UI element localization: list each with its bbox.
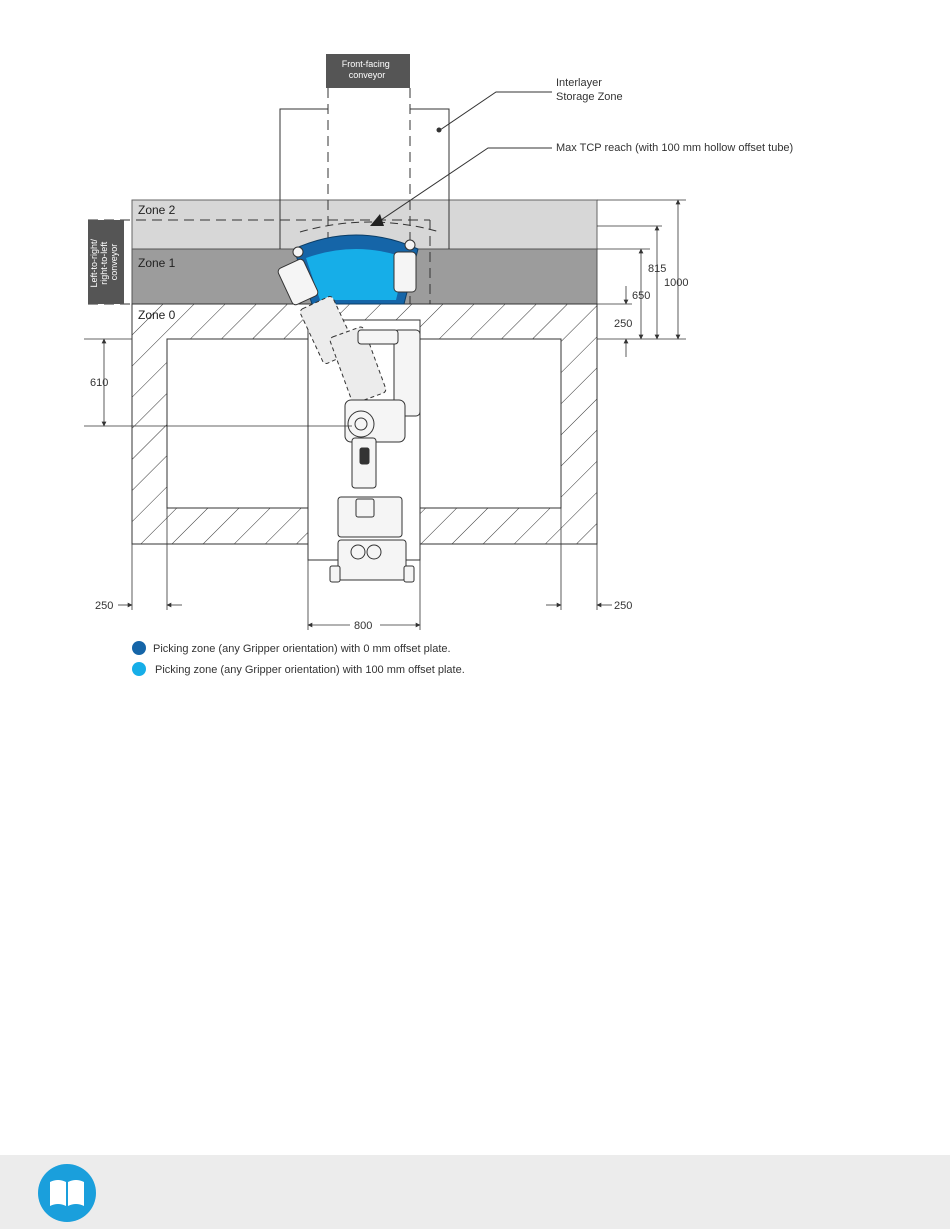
- page-footer: [0, 1155, 950, 1229]
- legend-label-0mm: Picking zone (any Gripper orientation) with 0 mm offset plate.: [153, 643, 451, 655]
- side-conveyor-label-3: conveyor: [109, 243, 119, 281]
- interlayer-callout-line: [440, 92, 552, 130]
- zone-0-label: Zone 0: [138, 308, 176, 322]
- dim-800: 800: [354, 620, 373, 632]
- side-conveyor-label-2: right-to-left: [99, 241, 109, 285]
- book-logo-icon: [38, 1164, 96, 1222]
- svg-text:Left-to-right/ right-to-le: [89, 236, 119, 287]
- interlayer-callout-label-2: Storage Zone: [556, 91, 623, 103]
- dim-1000: 1000: [664, 277, 689, 289]
- front-conveyor-label-2: conveyor: [348, 70, 386, 80]
- dim-250-right: 250: [614, 318, 633, 330]
- interlayer-callout-label-1: Interlayer: [556, 77, 602, 89]
- legend: [132, 641, 465, 676]
- side-conveyor-label-1: Left-to-right/: [89, 238, 99, 288]
- front-conveyor-label-1: Front-facing: [341, 59, 390, 69]
- dim-250-bottom-right: 250: [614, 600, 633, 612]
- dim-250-bottom-left: 250: [95, 600, 114, 612]
- picking-zone-100mm: [306, 249, 406, 300]
- interlayer-callout-dot: [437, 128, 442, 133]
- dim-650: 650: [632, 290, 651, 302]
- dim-815: 815: [648, 263, 667, 275]
- legend-label-100mm: Picking zone (any Gripper orientation) with 100 mm offset plate.: [155, 664, 465, 676]
- svg-text:Front-facing conveyor: [342, 59, 393, 80]
- tcp-callout-label: Max TCP reach (with 100 mm hollow offset tube): [556, 142, 794, 154]
- legend-swatch-100mm: [132, 662, 146, 676]
- zone-2-label: Zone 2: [138, 203, 176, 217]
- dim-610: 610: [90, 377, 109, 389]
- zone-1-label: Zone 1: [138, 256, 176, 270]
- svg-text:Interlayer Storage Zone: [556, 77, 623, 103]
- legend-swatch-0mm: [132, 641, 146, 655]
